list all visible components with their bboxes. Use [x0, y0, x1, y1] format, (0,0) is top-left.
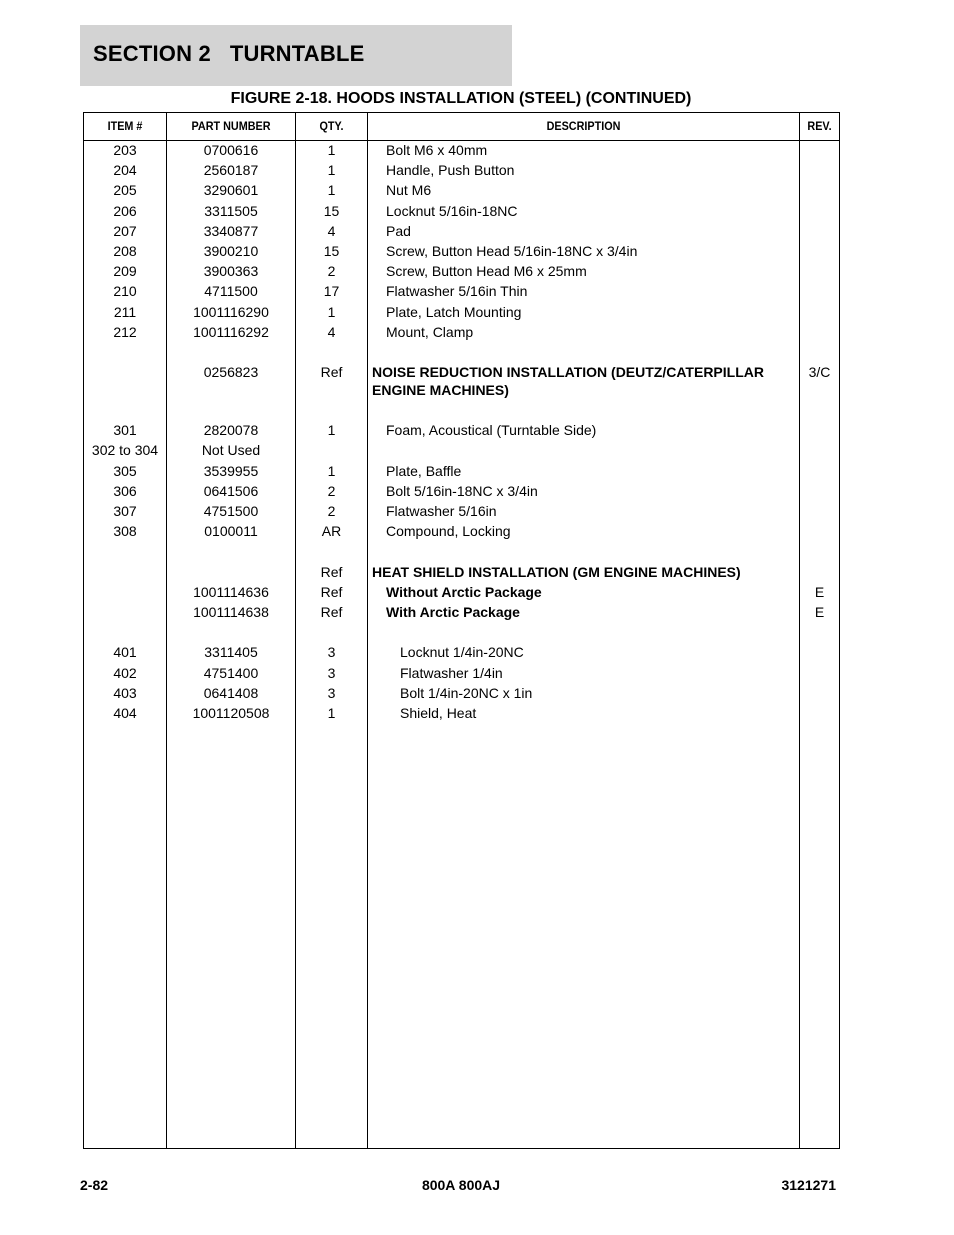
spacer-row: [84, 343, 839, 363]
cell-qty: 1: [327, 422, 336, 439]
cell-item: 308: [113, 523, 137, 540]
cell-qty: 1: [327, 462, 336, 479]
cell-description: Compound, Locking: [386, 523, 511, 540]
cell-qty: Ref: [320, 583, 343, 600]
spacer-row: [84, 542, 839, 562]
cell-item: 206: [113, 202, 137, 219]
table-row: [84, 323, 839, 343]
cell-part-number: 0100011: [204, 523, 258, 540]
cell-description: Screw, Button Head M6 x 25mm: [386, 263, 587, 280]
table-row: [84, 704, 839, 724]
spacer-row: [84, 401, 839, 421]
section-header: [80, 25, 512, 86]
cell-item: 209: [113, 263, 137, 280]
cell-description: With Arctic Package: [386, 603, 520, 620]
parts-table: [83, 112, 840, 1149]
cell-part-number: 3311505: [204, 202, 258, 219]
table-row: [84, 664, 839, 684]
cell-description: Without Arctic Package: [386, 583, 542, 600]
cell-item: 208: [113, 242, 137, 259]
cell-part-number: 3900210: [203, 242, 259, 259]
header-rev: REV.: [807, 119, 832, 133]
cell-qty: Ref: [320, 563, 343, 580]
cell-qty: 4: [327, 323, 336, 340]
cell-item: 302 to 304: [91, 442, 159, 459]
table-row: [84, 202, 839, 222]
cell-part-number: 4751500: [203, 503, 259, 519]
cell-description: Flatwasher 5/16in Thin: [386, 283, 528, 300]
cell-description: Handle, Push Button: [386, 162, 515, 179]
table-row: [84, 603, 839, 623]
cell-qty: 2: [327, 482, 336, 499]
table-row: [84, 161, 839, 181]
cell-part-number: 1001116290: [193, 303, 269, 320]
table-row: [84, 262, 839, 282]
cell-item: 403: [113, 684, 137, 701]
cell-description: Pad: [386, 222, 411, 239]
cell-rev: 3/C: [808, 364, 831, 381]
cell-description: Flatwasher 1/4in: [400, 664, 503, 681]
cell-item: 203: [113, 142, 137, 158]
cell-item: 212: [113, 323, 137, 340]
cell-part-number: 4751400: [203, 664, 259, 681]
table-row: [84, 222, 839, 242]
cell-part-number: 1001114636: [193, 583, 269, 600]
cell-part-number: 0256823: [203, 364, 259, 381]
cell-item: 306: [113, 482, 137, 499]
cell-item: 402: [113, 664, 137, 681]
cell-qty: 1: [327, 162, 336, 179]
cell-part-number: 1001120508: [192, 704, 270, 721]
cell-description: Locknut 1/4in-20NC: [400, 644, 524, 661]
cell-part-number: 3290601: [203, 182, 259, 199]
cell-qty: 3: [327, 664, 336, 681]
cell-item: 207: [113, 222, 137, 239]
table-row: [84, 462, 839, 482]
cell-part-number: 3340877: [203, 222, 259, 239]
table-row: [84, 181, 839, 201]
header-item: ITEM #: [107, 119, 143, 133]
cell-description: Locknut 5/16in-18NC: [386, 202, 518, 219]
table-row: [84, 282, 839, 302]
table-row: [84, 441, 839, 461]
cell-part-number: 2560187: [203, 162, 259, 179]
header-description: DESCRIPTION: [546, 119, 621, 133]
table-row: [84, 583, 839, 603]
section-title: SECTION 2 TURNTABLE: [93, 41, 365, 66]
cell-description: Plate, Baffle: [386, 462, 462, 479]
cell-qty: Ref: [320, 364, 343, 381]
cell-item: 404: [113, 704, 137, 721]
cell-qty: 1: [327, 182, 336, 199]
cell-rev: E: [814, 583, 825, 600]
cell-item: 204: [113, 162, 137, 179]
table-row: [84, 522, 839, 542]
cell-part-number: 1001114638: [193, 603, 269, 620]
cell-part-number: 4711500: [204, 283, 258, 300]
page-number: 2-82: [80, 1177, 109, 1193]
figure-title: FIGURE 2-18. HOODS INSTALLATION (STEEL) (CONTINUED): [230, 90, 692, 107]
cell-qty: 4: [327, 222, 336, 239]
cell-qty: 3: [327, 684, 336, 701]
cell-description: NOISE REDUCTION INSTALLATION (DEUTZ/CATERPILLAR ENGINE MACHINES): [372, 364, 764, 399]
cell-part-number: 3539955: [203, 462, 259, 479]
cell-qty: 2: [327, 263, 336, 280]
model-name: 800A 800AJ: [421, 1177, 501, 1193]
table-body: [84, 141, 839, 724]
cell-part-number: 1001116292: [193, 323, 269, 340]
table-row: [84, 421, 839, 441]
cell-description: Bolt M6 x 40mm: [386, 142, 488, 158]
cell-qty: 3: [327, 644, 336, 661]
cell-item: 211: [113, 303, 137, 320]
header-part-number: PART NUMBER: [191, 119, 271, 133]
cell-part-number: 0641408: [203, 684, 259, 701]
cell-part-number: 0700616: [203, 142, 259, 158]
cell-description: Foam, Acoustical (Turntable Side): [386, 422, 597, 439]
cell-qty: 15: [323, 242, 340, 259]
cell-item: 401: [113, 644, 137, 661]
cell-part-number: 3311405: [204, 644, 258, 661]
cell-rev: E: [814, 603, 825, 620]
cell-description: Bolt 1/4in-20NC x 1in: [400, 684, 533, 701]
table-row: [84, 303, 839, 323]
table-row: [84, 141, 839, 161]
cell-description: Screw, Button Head 5/16in-18NC x 3/4in: [386, 242, 638, 259]
cell-description: Bolt 5/16in-18NC x 3/4in: [386, 482, 538, 499]
header-qty: QTY.: [319, 119, 344, 133]
cell-item: 301: [113, 422, 137, 439]
cell-description: HEAT SHIELD INSTALLATION (GM ENGINE MACHINES): [372, 563, 741, 580]
table-row: [84, 242, 839, 262]
cell-description: Plate, Latch Mounting: [386, 303, 522, 320]
spacer-row: [84, 623, 839, 643]
cell-qty: AR: [321, 523, 342, 540]
cell-item: 305: [113, 462, 137, 479]
table-row: [84, 563, 839, 583]
cell-item: 307: [113, 503, 137, 519]
cell-qty: Ref: [320, 603, 343, 620]
cell-part-number: 0641506: [203, 482, 259, 499]
table-row: [84, 643, 839, 663]
cell-qty: 1: [327, 704, 336, 721]
cell-item: 210: [113, 283, 137, 300]
cell-qty: 17: [323, 283, 340, 300]
cell-item: 205: [113, 182, 137, 199]
table-row: [84, 363, 839, 401]
cell-description: Nut M6: [386, 182, 432, 199]
cell-part-number: Not Used: [201, 442, 261, 459]
table-row: [84, 502, 839, 522]
table-row: [84, 684, 839, 704]
cell-part-number: 3900363: [203, 263, 259, 280]
cell-part-number: 2820078: [203, 422, 259, 439]
table-row: [84, 482, 839, 502]
document-number: 3121271: [781, 1177, 836, 1193]
cell-description: Mount, Clamp: [386, 323, 474, 340]
cell-qty: 15: [323, 202, 340, 219]
cell-description: Shield, Heat: [400, 704, 477, 721]
cell-qty: 1: [327, 303, 336, 320]
cell-qty: 2: [327, 503, 336, 519]
cell-description: Flatwasher 5/16in: [386, 503, 497, 519]
cell-qty: 1: [327, 142, 336, 158]
